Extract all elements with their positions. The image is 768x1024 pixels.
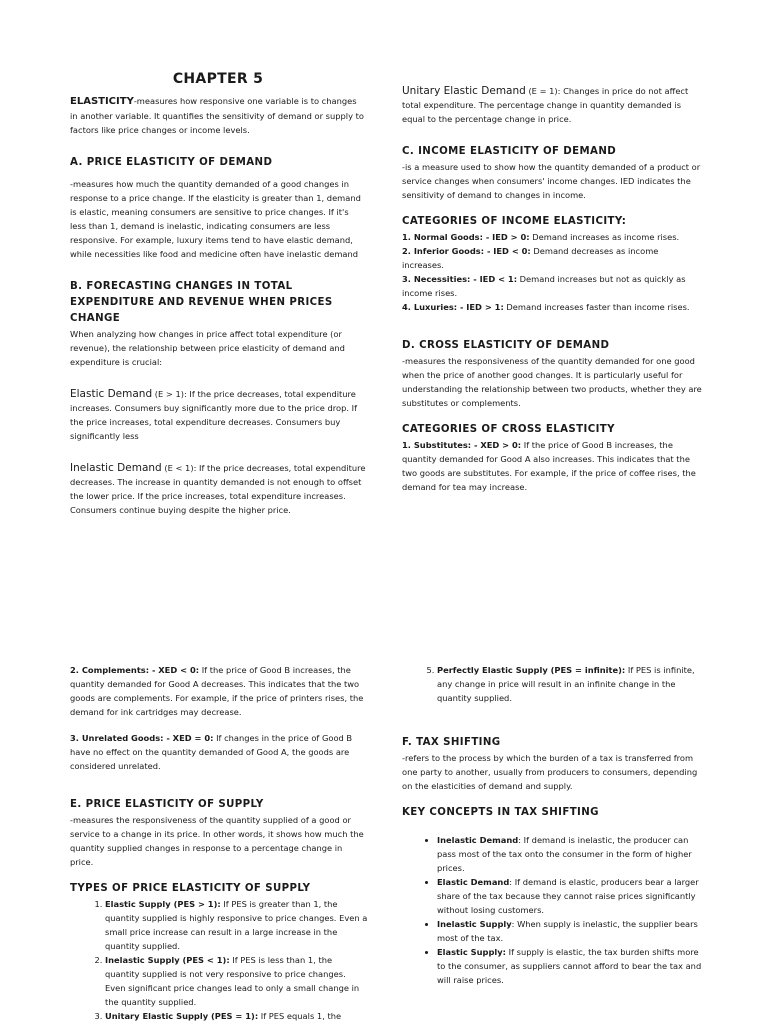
income-category-text: Demand increases but not as quickly as income rises.	[402, 274, 686, 298]
income-category-label: 4. Luxuries: - IED > 1:	[402, 302, 504, 312]
chapter-title: CHAPTER 5	[172, 71, 264, 87]
cross-category-substitutes	[402, 438, 702, 494]
pes-type-item	[437, 663, 702, 705]
income-category-text: Demand decreases as income increases.	[402, 246, 659, 270]
tax-concept-item	[437, 917, 702, 945]
income-category-luxuries	[402, 300, 702, 314]
tax-concepts-list	[402, 833, 702, 987]
cross-category-unrelated	[70, 731, 368, 773]
elastic-demand-paragraph	[70, 387, 366, 443]
inelastic-demand-term: Inelastic Demand	[70, 462, 162, 474]
page1-right-column	[402, 84, 702, 494]
price-elasticity-supply-text: -measures the responsiveness of the quantity supplied of a good or service to a change in its price. In other words, it shows how much the quantity supplied changes in response to a percentage change in price.	[70, 815, 364, 867]
cross-elasticity-text: -measures the responsiveness of the quantity demanded for one good when the price of another good changes. It is particularly useful for understanding the relationship between two products, whether they are substitutes or complements.	[402, 356, 702, 408]
page-divider	[0, 640, 768, 655]
tax-concept-label: Elastic Demand	[437, 877, 510, 887]
pes-type-text: If PES is infinite, any change in price will result in an infinite change in the quantity supplied.	[437, 665, 695, 703]
cross-category-label: 1. Substitutes: - XED > 0:	[402, 440, 522, 450]
pes-type-item	[105, 897, 368, 953]
elastic-demand-text: If the price decreases, total expenditure increases. Consumers buy significantly more due to the price drop. If the price increases, total expenditure decreases. Consumers buy significantly less	[70, 389, 357, 441]
cross-category-text: If changes in the price of Good B have no effect on the quantity demanded of Good A, the goods are considered unrelated.	[70, 733, 353, 771]
price-elasticity-demand-text: -measures how much the quantity demanded of a good changes in response to a price change. If the elasticity is greater than 1, demand is elastic, meaning consumers are sensitive to price changes. If it's less than 1, demand is inelastic, indicating consumers are less responsive. For example, luxury items tend to have elastic demand, while necessities like food and medicine often have inelastic demand	[70, 179, 361, 259]
inelastic-demand-paragraph	[70, 461, 366, 517]
cross-category-text: If the price of Good B increases, the quantity demanded for Good A also increases. This indicates that the two goods are substitutes. For example, if the price of coffee rises, the demand for tea may increase.	[402, 440, 696, 492]
income-category-label: 2. Inferior Goods: - IED < 0:	[402, 246, 531, 256]
pes-type-label: Unitary Elastic Supply (PES = 1):	[105, 1011, 259, 1021]
heading-key-concepts: KEY CONCEPTS IN TAX SHIFTING	[402, 807, 599, 818]
tax-concept-text: : When supply is inelastic, the supplier bears most of the tax.	[437, 919, 698, 943]
pes-type-label: Inelastic Supply (PES < 1):	[105, 955, 230, 965]
tax-concept-label: Elastic Supply:	[437, 947, 506, 957]
forecasting-text: When analyzing how changes in price affect total expenditure (or revenue), the relationship between price elasticity of demand and expenditure is crucial:	[70, 329, 345, 367]
cross-category-label: 2. Complements: - XED < 0:	[70, 665, 200, 675]
pes-type-text: If PES is less than 1, the quantity supplied is not very responsive to price changes. Even significant price changes lead to only a small change in the quantity supplied.	[105, 955, 360, 1007]
elastic-demand-condition: (E > 1):	[152, 389, 187, 399]
tax-concept-item	[437, 875, 702, 917]
elastic-demand-term: Elastic Demand	[70, 388, 153, 400]
elasticity-term: ELASTICITY	[70, 96, 134, 107]
unitary-demand-text: Changes in price do not affect total expenditure. The percentage change in quantity demanded is equal to the percentage change in price.	[402, 86, 689, 124]
heading-types-of-pes: TYPES OF PRICE ELASTICITY OF SUPPLY	[70, 883, 311, 894]
income-category-inferior	[402, 244, 702, 272]
pes-types-list-continued	[402, 663, 702, 705]
section-heading-forecasting: B. FORECASTING CHANGES IN TOTAL EXPENDITURE AND REVENUE WHEN PRICES CHANGE	[70, 281, 333, 324]
section-heading-tax-shifting: F. TAX SHIFTING	[402, 737, 501, 748]
pes-type-text: If PES equals 1, the	[258, 1011, 342, 1021]
cross-category-text: If the price of Good B increases, the quantity demanded for Good A decreases. This indicates that the two goods are complements. For example, if the price of printers rises, the demand for ink cartridges may decrease.	[70, 665, 364, 717]
heading-cross-categories: CATEGORIES OF CROSS ELASTICITY	[402, 424, 615, 435]
cross-category-complements	[70, 663, 368, 719]
inelastic-demand-text: If the price decreases, total expenditure decreases. The increase in quantity demanded is not enough to offset the lower price. If the price increases, total expenditure increases. Consumers continue buying despite the higher price.	[70, 463, 366, 515]
cross-category-label: 3. Unrelated Goods: - XED = 0:	[70, 733, 214, 743]
tax-concept-label: Inelastic Demand	[437, 835, 519, 845]
income-category-necessities	[402, 272, 702, 300]
unitary-demand-condition: (E = 1):	[525, 86, 561, 96]
tax-concept-item	[437, 833, 702, 875]
page2-right-column	[402, 663, 702, 987]
pes-type-item	[105, 1009, 368, 1023]
income-category-label: 1. Normal Goods: - IED > 0:	[402, 232, 530, 242]
section-heading-cross-elasticity: D. CROSS ELASTICITY OF DEMAND	[402, 340, 610, 351]
pes-type-label: Perfectly Elastic Supply (PES = infinite):	[437, 665, 626, 675]
tax-concept-text: If supply is elastic, the tax burden shifts more to the consumer, as suppliers cannot afford to bear the tax and will raise prices.	[437, 947, 702, 985]
income-category-normal	[402, 230, 702, 244]
elasticity-intro	[70, 94, 366, 137]
section-heading-price-elasticity-demand: A. PRICE ELASTICITY OF DEMAND	[70, 157, 273, 168]
elasticity-definition: -measures how responsive one variable is to changes in another variable. It quantifies the sensitivity of demand or supply to factors like price changes or income levels.	[70, 96, 364, 135]
pes-type-label: Elastic Supply (PES > 1):	[105, 899, 221, 909]
tax-concept-text: : If demand is elastic, producers bear a larger share of the tax because they cannot raise prices significantly without losing customers.	[437, 877, 699, 915]
section-heading-price-elasticity-supply: E. PRICE ELASTICITY OF SUPPLY	[70, 799, 264, 810]
income-category-text: Demand increases as income rises.	[529, 232, 680, 242]
heading-income-categories: CATEGORIES OF INCOME ELASTICITY:	[402, 216, 627, 227]
section-heading-income-elasticity: C. INCOME ELASTICITY OF DEMAND	[402, 146, 617, 157]
tax-concept-text: : If demand is inelastic, the producer can pass most of the tax onto the consumer in the form of higher prices.	[437, 835, 692, 873]
income-elasticity-text: -is a measure used to show how the quantity demanded of a product or service changes when consumers' income changes. IED indicates the sensitivity of demand to changes in income.	[402, 162, 701, 200]
document-page-2	[0, 655, 768, 1024]
inelastic-demand-condition: (E < 1):	[161, 463, 197, 473]
income-category-label: 3. Necessities: - IED < 1:	[402, 274, 518, 284]
pes-type-item	[105, 953, 368, 1009]
unitary-demand-paragraph	[402, 84, 702, 126]
income-category-text: Demand increases faster than income rises.	[503, 302, 690, 312]
tax-shifting-text: -refers to the process by which the burden of a tax is transferred from one party to another, usually from producers to consumers, depending on the elasticities of demand and supply.	[402, 753, 698, 791]
tax-concept-item	[437, 945, 702, 987]
pes-types-list	[70, 897, 368, 1023]
tax-concept-label: Inelastic Supply	[437, 919, 512, 929]
page1-left-column	[70, 68, 366, 517]
pes-type-text: If PES is greater than 1, the quantity supplied is highly responsive to price changes. Even a small price increase can result in a large increase in the quantity supplied.	[105, 899, 368, 951]
page2-left-column	[70, 663, 368, 1023]
unitary-demand-term: Unitary Elastic Demand	[402, 85, 526, 97]
